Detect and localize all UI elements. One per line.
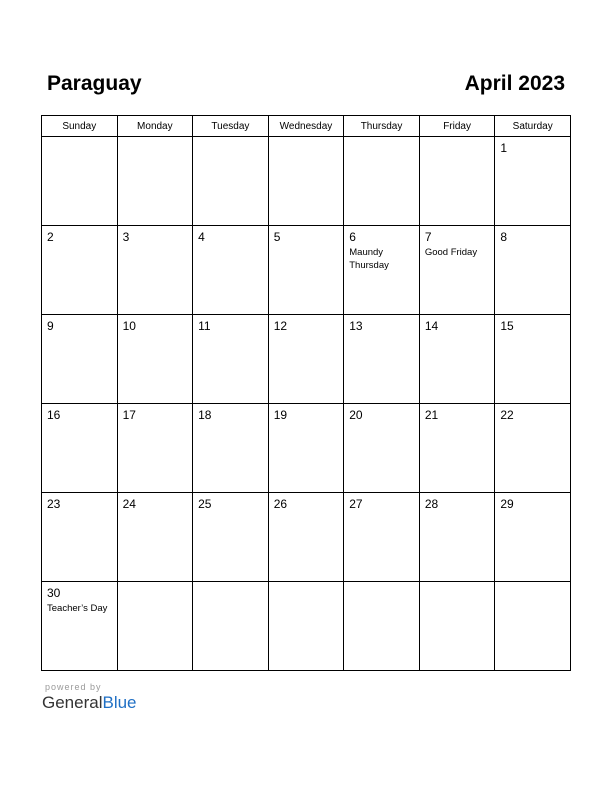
calendar-week-row bbox=[42, 137, 571, 226]
calendar-day-content bbox=[495, 315, 570, 334]
calendar-week-row bbox=[42, 582, 571, 671]
calendar-day-content bbox=[495, 493, 570, 512]
calendar-day-content bbox=[495, 226, 570, 245]
day-number: 21 bbox=[424, 408, 439, 422]
calendar-day-content bbox=[269, 315, 344, 334]
calendar-day-content bbox=[269, 226, 344, 245]
calendar-day-content bbox=[42, 404, 117, 423]
calendar-day-content bbox=[193, 315, 268, 334]
calendar-day-cell bbox=[344, 404, 420, 493]
calendar-day-cell bbox=[268, 582, 344, 671]
day-number: 20 bbox=[349, 408, 363, 422]
calendar-day-cell bbox=[344, 226, 420, 315]
calendar-week-row bbox=[42, 493, 571, 582]
weekday-header-wednesday: Wednesday bbox=[268, 116, 344, 137]
weekday-header-thursday: Thursday bbox=[344, 116, 420, 137]
calendar-day-content bbox=[495, 582, 570, 585]
day-number: 29 bbox=[500, 497, 514, 511]
calendar-day-content bbox=[420, 226, 495, 259]
calendar-week-row bbox=[42, 315, 571, 404]
calendar-day-content bbox=[118, 137, 193, 140]
calendar-day-content bbox=[344, 404, 419, 423]
day-number: 2 bbox=[47, 230, 54, 244]
calendar-day-cell bbox=[117, 315, 193, 404]
calendar-day-cell bbox=[344, 137, 420, 226]
calendar-day-cell bbox=[419, 226, 495, 315]
weekday-header-row bbox=[42, 116, 571, 137]
weekday-header-saturday: Saturday bbox=[495, 116, 571, 137]
day-number: 11 bbox=[198, 319, 211, 333]
calendar-day-cell bbox=[193, 137, 269, 226]
calendar-day-content bbox=[344, 137, 419, 140]
calendar-day-cell bbox=[117, 226, 193, 315]
calendar-day-cell bbox=[42, 493, 118, 582]
day-number: 14 bbox=[424, 319, 439, 333]
holiday-label: Good Friday bbox=[424, 247, 478, 258]
weekday-header-sunday: Sunday bbox=[42, 116, 118, 137]
calendar-day-cell bbox=[42, 404, 118, 493]
calendar-day-cell bbox=[344, 315, 420, 404]
calendar-day-cell bbox=[117, 493, 193, 582]
day-number: 1 bbox=[500, 141, 508, 155]
day-number: 19 bbox=[273, 408, 288, 422]
calendar-day-content bbox=[193, 582, 268, 585]
day-number: 13 bbox=[349, 319, 363, 333]
calendar-day-content bbox=[495, 137, 570, 156]
calendar-day-content bbox=[420, 404, 495, 423]
calendar-day-cell bbox=[419, 582, 495, 671]
calendar-day-content bbox=[269, 493, 344, 512]
calendar-day-cell bbox=[193, 493, 269, 582]
calendar-day-content bbox=[495, 404, 570, 423]
calendar-day-content bbox=[42, 493, 117, 512]
day-number: 15 bbox=[500, 319, 514, 333]
powered-by-text: powered by bbox=[45, 682, 102, 692]
calendar-day-cell bbox=[495, 493, 571, 582]
country-title: Paraguay bbox=[47, 72, 142, 95]
day-number: 30 bbox=[47, 586, 61, 600]
calendar-day-cell bbox=[193, 226, 269, 315]
calendar-day-content bbox=[344, 582, 419, 585]
day-number: 25 bbox=[198, 497, 212, 511]
calendar-day-cell bbox=[495, 137, 571, 226]
calendar-week-row bbox=[42, 404, 571, 493]
calendar-day-cell bbox=[268, 226, 344, 315]
calendar-grid bbox=[41, 115, 571, 671]
calendar-day-cell bbox=[495, 315, 571, 404]
day-number: 28 bbox=[424, 497, 439, 511]
day-number: 18 bbox=[198, 408, 212, 422]
calendar-day-content bbox=[193, 226, 268, 245]
calendar-day-cell bbox=[117, 404, 193, 493]
calendar-day-cell bbox=[42, 315, 118, 404]
day-number: 10 bbox=[122, 319, 136, 333]
calendar-day-content bbox=[118, 226, 193, 245]
calendar-day-content bbox=[42, 226, 117, 245]
weekday-header-tuesday: Tuesday bbox=[193, 116, 269, 137]
day-number: 23 bbox=[47, 497, 61, 511]
day-number: 12 bbox=[273, 319, 288, 333]
day-number: 5 bbox=[273, 230, 281, 244]
calendar-day-content bbox=[269, 137, 344, 140]
calendar-day-content bbox=[118, 315, 193, 334]
calendar-day-cell bbox=[495, 404, 571, 493]
calendar-day-cell bbox=[419, 137, 495, 226]
logo-blue-text: Blue bbox=[102, 693, 137, 712]
calendar-day-cell bbox=[117, 582, 193, 671]
calendar-day-cell bbox=[42, 582, 118, 671]
calendar-day-content bbox=[193, 404, 268, 423]
generalblue-logo bbox=[42, 693, 137, 713]
holiday-label: Teacher’s Day bbox=[47, 603, 108, 614]
day-number: 7 bbox=[424, 230, 432, 244]
logo-general-text: General bbox=[42, 693, 103, 712]
calendar-day-content bbox=[344, 315, 419, 334]
calendar-day-content bbox=[118, 404, 193, 423]
day-number: 4 bbox=[198, 230, 205, 244]
day-number: 16 bbox=[47, 408, 61, 422]
day-number: 26 bbox=[273, 497, 288, 511]
day-number: 22 bbox=[500, 408, 514, 422]
calendar-day-cell bbox=[344, 582, 420, 671]
day-number: 17 bbox=[122, 408, 136, 422]
calendar-day-content bbox=[118, 582, 193, 585]
calendar-day-cell bbox=[193, 582, 269, 671]
calendar-day-cell bbox=[419, 315, 495, 404]
calendar-day-content bbox=[42, 315, 117, 334]
calendar-day-content bbox=[269, 404, 344, 423]
calendar-day-content bbox=[420, 493, 495, 512]
calendar-day-cell bbox=[193, 315, 269, 404]
calendar-day-content bbox=[269, 582, 344, 585]
day-number: 8 bbox=[500, 230, 508, 244]
calendar-day-content bbox=[118, 493, 193, 512]
calendar-day-cell bbox=[344, 493, 420, 582]
month-year-title: April 2023 bbox=[464, 72, 565, 95]
calendar-day-cell bbox=[419, 404, 495, 493]
weekday-header-monday: Monday bbox=[117, 116, 193, 137]
calendar-day-content bbox=[42, 582, 117, 615]
calendar-day-cell bbox=[419, 493, 495, 582]
day-number: 9 bbox=[47, 319, 54, 333]
calendar-day-content bbox=[193, 493, 268, 512]
calendar-day-content bbox=[344, 493, 419, 512]
calendar-day-content bbox=[420, 137, 495, 140]
calendar-day-cell bbox=[193, 404, 269, 493]
calendar-day-cell bbox=[42, 226, 118, 315]
calendar-day-cell bbox=[495, 226, 571, 315]
calendar-week-row bbox=[42, 226, 571, 315]
calendar-day-cell bbox=[268, 404, 344, 493]
calendar-day-cell bbox=[42, 137, 118, 226]
calendar-day-cell bbox=[495, 582, 571, 671]
calendar-day-cell bbox=[268, 137, 344, 226]
calendar-day-cell bbox=[117, 137, 193, 226]
calendar-day-cell bbox=[268, 315, 344, 404]
calendar-day-content bbox=[344, 226, 419, 272]
holiday-label: Maundy Thursday bbox=[349, 247, 389, 271]
calendar-day-cell bbox=[268, 493, 344, 582]
day-number: 6 bbox=[349, 230, 356, 244]
calendar-day-content bbox=[193, 137, 268, 140]
calendar-day-content bbox=[420, 315, 495, 334]
day-number: 24 bbox=[122, 497, 136, 511]
day-number: 27 bbox=[349, 497, 363, 511]
calendar-day-content bbox=[420, 582, 495, 585]
weekday-header-friday: Friday bbox=[419, 116, 495, 137]
day-number: 3 bbox=[122, 230, 130, 244]
calendar-day-content bbox=[42, 137, 117, 140]
